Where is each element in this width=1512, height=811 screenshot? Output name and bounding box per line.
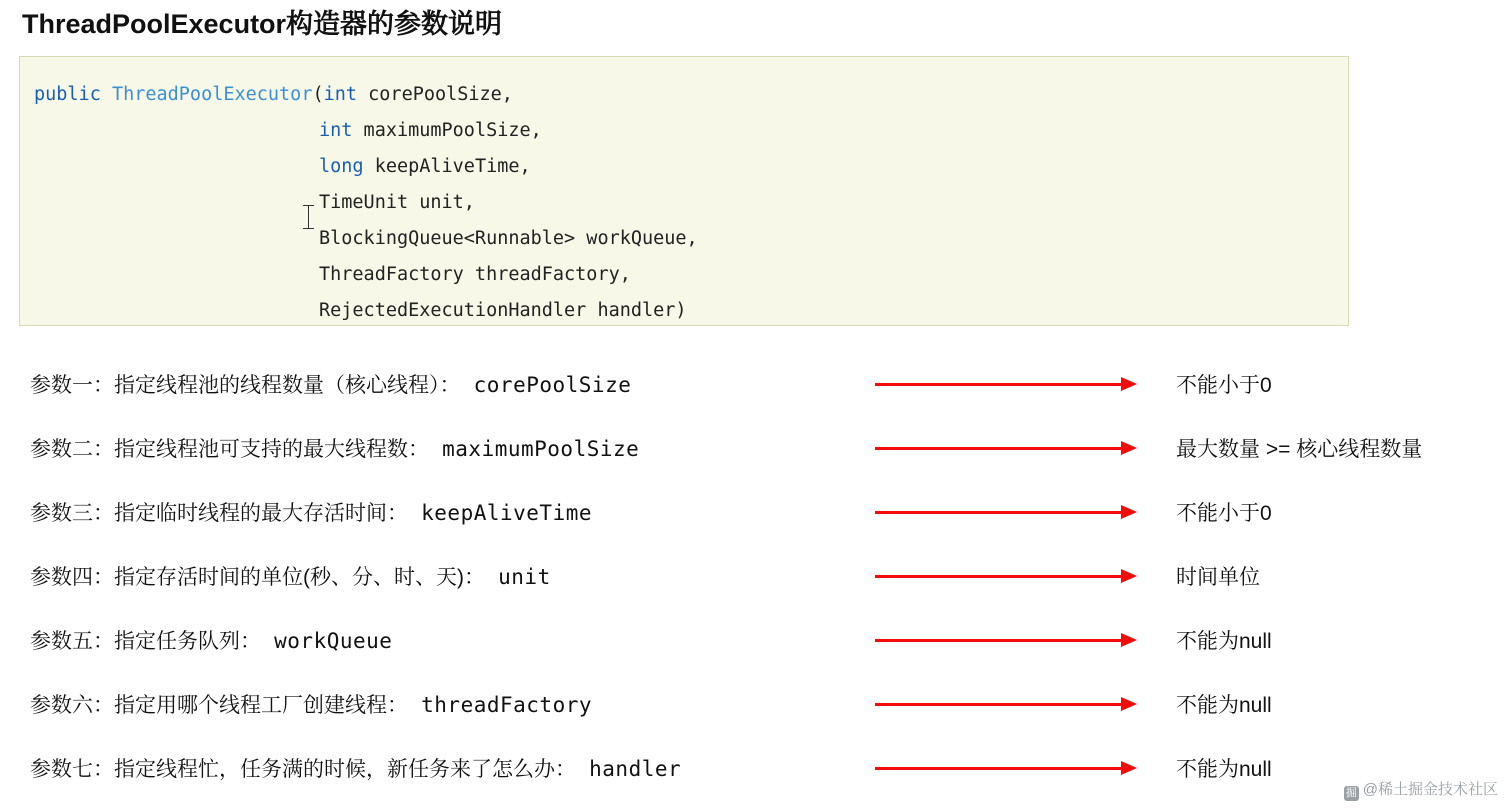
code-token: maximumPoolSize, (352, 120, 542, 141)
parameter-constraint: 不能为null (1176, 630, 1272, 653)
parameter-constraint: 时间单位 (1176, 566, 1260, 589)
arrow-icon (875, 441, 1137, 455)
arrow-icon (875, 761, 1137, 775)
code-token: RejectedExecutionHandler handler) (319, 300, 687, 321)
parameter-row (0, 416, 1512, 480)
code-token: ThreadPoolExecutor (111, 84, 313, 105)
parameter-description: 参数三：指定临时线程的最大存活时间： (30, 502, 408, 525)
parameter-label (30, 625, 392, 655)
code-token: TimeUnit unit, (319, 192, 475, 213)
text-cursor-icon (308, 205, 309, 229)
arrow-head (1121, 505, 1137, 519)
arrow-head (1121, 761, 1137, 775)
code-token: ThreadFactory threadFactory, (319, 264, 631, 285)
parameter-constraint: 最大数量 >= 核心线程数量 (1176, 438, 1423, 461)
parameter-description: 参数五：指定任务队列： (30, 630, 261, 653)
arrow-shaft (875, 447, 1123, 450)
parameter-constraint: 不能小于0 (1176, 502, 1272, 525)
parameter-row (0, 672, 1512, 736)
arrow-shaft (875, 575, 1123, 578)
arrow-head (1121, 633, 1137, 647)
arrow-shaft (875, 511, 1123, 514)
parameter-constraint: 不能为null (1176, 758, 1272, 781)
arrow-icon (875, 697, 1137, 711)
watermark (1344, 778, 1498, 801)
parameter-name: keepAliveTime (408, 501, 593, 525)
page-title: ThreadPoolExecutor构造器的参数说明 (22, 9, 503, 39)
parameter-name: unit (485, 565, 551, 589)
parameter-name: workQueue (261, 629, 393, 653)
code-token: ( (312, 84, 324, 105)
code-lines (34, 77, 1334, 329)
parameter-label (30, 689, 592, 719)
arrow-icon (875, 569, 1137, 583)
watermark-text: @稀土掘金技术社区 (1362, 781, 1498, 798)
code-token: BlockingQueue<Runnable> workQueue, (319, 228, 698, 249)
arrow-head (1121, 377, 1137, 391)
parameter-label (30, 753, 681, 783)
arrow-icon (875, 633, 1137, 647)
code-token: corePoolSize, (357, 84, 513, 105)
code-line (34, 293, 1334, 329)
parameter-description: 参数四：指定存活时间的单位(秒、分、时、天)： (30, 566, 485, 589)
parameter-row (0, 544, 1512, 608)
arrow-shaft (875, 383, 1123, 386)
code-line (34, 257, 1334, 293)
parameter-label (30, 369, 631, 399)
parameter-row (0, 608, 1512, 672)
code-token: keepAliveTime, (363, 156, 531, 177)
code-token: int (319, 120, 353, 141)
arrow-shaft (875, 639, 1123, 642)
parameter-row (0, 352, 1512, 416)
parameter-name: maximumPoolSize (429, 437, 640, 461)
parameter-label (30, 497, 592, 527)
code-line (34, 113, 1334, 149)
arrow-icon (875, 505, 1137, 519)
arrow-shaft (875, 767, 1123, 770)
code-line (34, 185, 1334, 221)
code-token: int (323, 84, 358, 105)
arrow-head (1121, 441, 1137, 455)
parameter-row (0, 480, 1512, 544)
parameter-description: 参数六：指定用哪个线程工厂创建线程： (30, 694, 408, 717)
parameter-constraint: 不能小于0 (1176, 374, 1272, 397)
parameter-row (0, 736, 1512, 800)
code-token: public (34, 84, 112, 105)
parameter-description: 参数七：指定线程忙，任务满的时候，新任务来了怎么办： (30, 758, 576, 781)
parameter-list (0, 352, 1512, 800)
arrow-shaft (875, 703, 1123, 706)
parameter-name: handler (576, 757, 682, 781)
watermark-icon: 掘 (1345, 787, 1357, 799)
parameter-constraint: 不能为null (1176, 694, 1272, 717)
parameter-label (30, 433, 639, 463)
code-token: long (319, 156, 364, 177)
parameter-description: 参数一：指定线程池的线程数量（核心线程）： (30, 374, 461, 397)
arrow-icon (875, 377, 1137, 391)
parameter-label (30, 561, 551, 591)
code-line (34, 149, 1334, 185)
code-line (34, 221, 1334, 257)
parameter-name: corePoolSize (460, 373, 632, 397)
code-line (34, 77, 1334, 113)
arrow-head (1121, 569, 1137, 583)
arrow-head (1121, 697, 1137, 711)
parameter-name: threadFactory (408, 693, 593, 717)
code-block (19, 56, 1349, 326)
parameter-description: 参数二：指定线程池可支持的最大线程数： (30, 438, 429, 461)
